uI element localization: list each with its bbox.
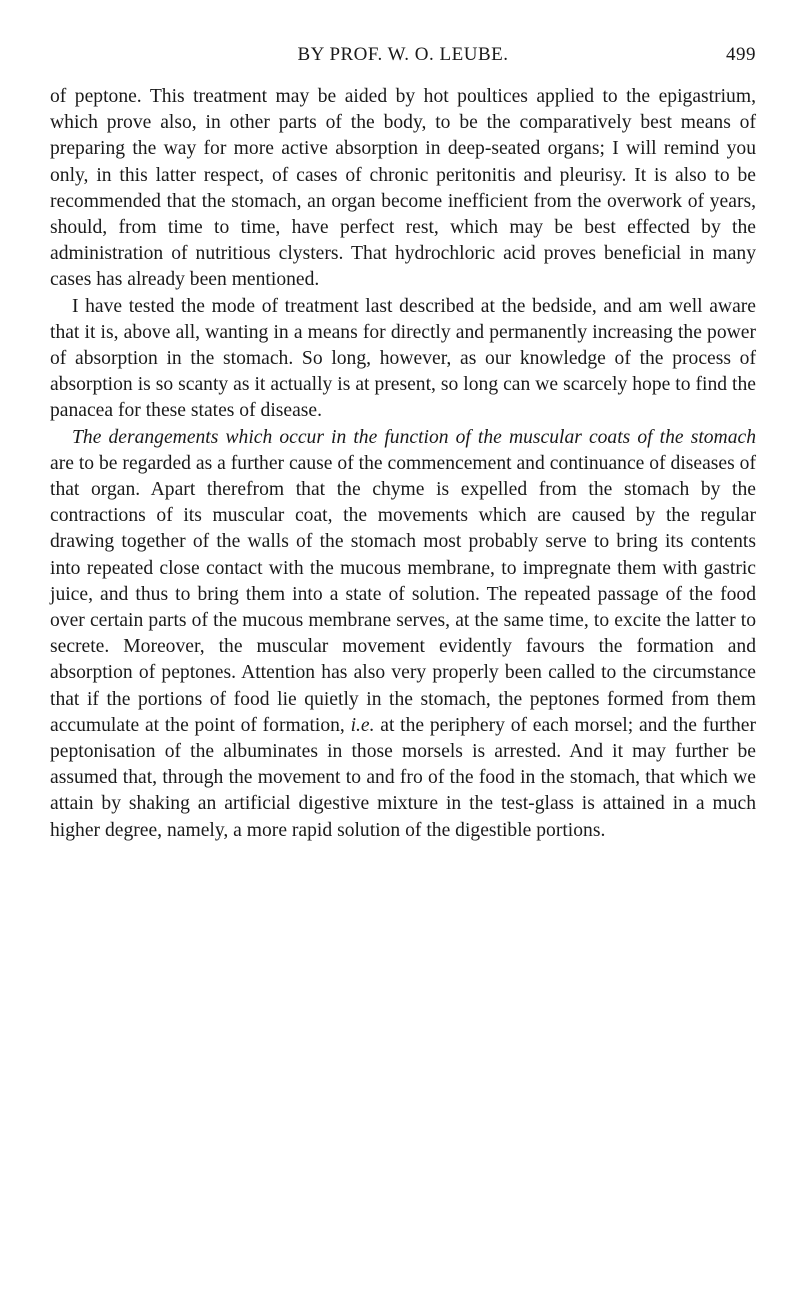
paragraph-1: of peptone. This treatment may be aided by hot poultices applied to the epigastrium, which prove also, in other parts of the body, to be the comparatively best means of preparing the way for more active absorption in deep-seated organs; I will remind you only, in this latter respect, of cases of chronic peritonitis and pleurisy. It is also to be recommended that the stomach, an organ become inefficient from the overwork of years, should, from time to time, have perfect rest, which may be best effected by the administration of nutritious clysters. That hydrochloric acid proves beneficial in many cases has already been mentioned. [50, 86, 756, 291]
running-title: BY PROF. W. O. LEUBE. [297, 44, 509, 65]
paragraph-2: I have tested the mode of treatment last described at the bedside, and am well aware that it is, above all, wanting in a means for directly and permanently increasing the power of absorption in the stomach. So long, however, as our knowledge of the process of absorption is so scanty as it actually is at present, so long can we scarcely hope to find the panacea for these states of disease. [50, 295, 756, 422]
page-number: 499 [726, 44, 756, 65]
page-body [50, 84, 756, 844]
paragraph-3-text: are to be regarded as a further cause of the commencement and continuance of diseases of that organ. Apart therefrom that the chyme is expelled from the stomach by the contractions of its muscular coat, the movements which are caused by the regular drawing together of the walls of the stomach most probably serve to bring its contents into repeated close contact with the mucous membrane, to impregnate them with gastric juice, and thus to bring them into a state of solution. The repeated passage of the food over certain parts of the mucous membrane serves, at the same time, to excite the latter to secrete. Moreover, the muscular movement evidently favours the formation and absorption of peptones. Attention has also very properly been called to the circumstance that if the portions of food lie quietly in the stomach, the peptones formed from them accumulate at the point of formation, [50, 452, 756, 736]
running-header [50, 44, 756, 74]
paragraph-3-italic-lead: The derangements which occur in the function of the muscular coats of the stomach [72, 426, 756, 448]
paragraph-3-text-end: at the periphery of each morsel; and the further peptonisation of the albuminates in those morsels is arrested. And it may further be assumed that, through the movement to and fro of the food in the stomach, that which we attain by shaking an artificial digestive mixture in the test-glass is attained in a much higher degree, namely, a more rapid solution of the digestible portions. [50, 714, 757, 841]
paragraph-3-italic-ie: i.e. [350, 714, 375, 736]
paragraph-3 [50, 425, 756, 844]
